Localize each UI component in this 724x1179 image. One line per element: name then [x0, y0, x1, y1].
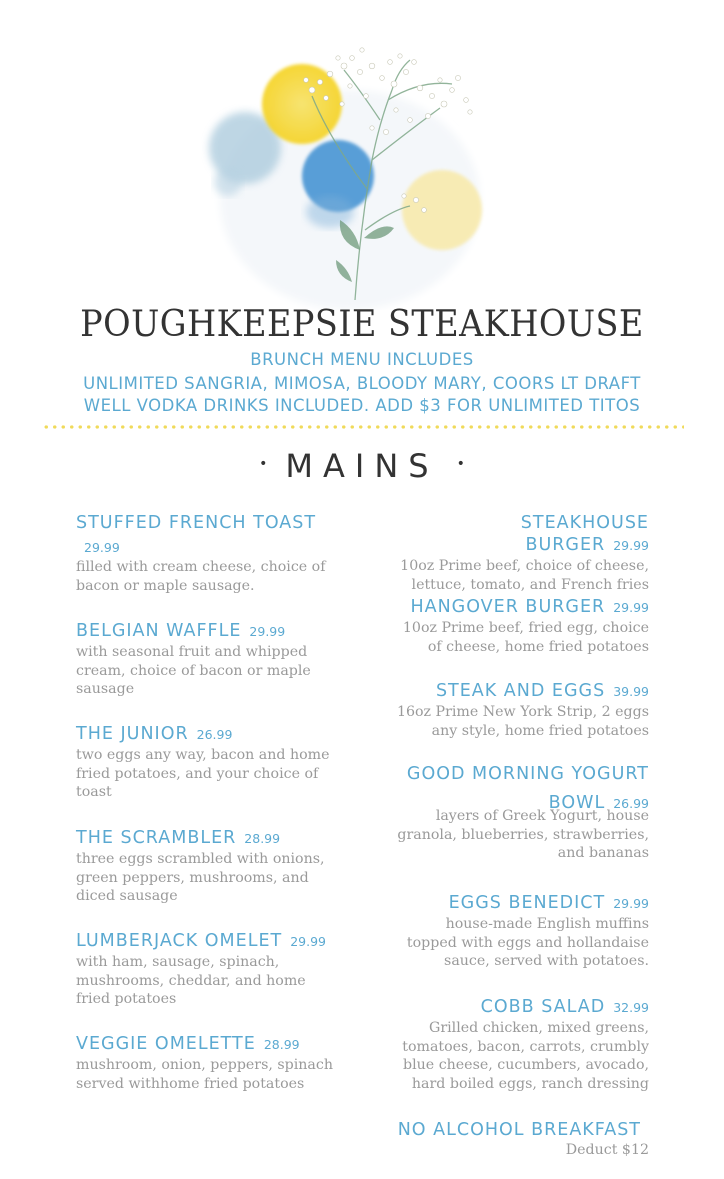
item-name-line	[76, 620, 334, 643]
item-price: 29.99	[290, 934, 327, 949]
bullet-icon: •	[259, 456, 268, 472]
item-price: 26.99	[196, 727, 233, 742]
item-price: 29.99	[613, 538, 649, 553]
item-name: GOOD MORNING YOGURT	[406, 764, 649, 784]
watercolor-flower-illustration	[0, 0, 724, 310]
item-description: 10oz Prime beef, choice of cheese, lettuce, tomato, and French fries	[400, 558, 649, 593]
section-title: MAINS	[285, 447, 439, 485]
menu-item	[396, 763, 649, 863]
item-price: 29.99	[249, 624, 286, 639]
item-name-line	[396, 512, 649, 557]
item-name-line	[396, 996, 649, 1019]
item-name: COBB SALAD	[480, 997, 606, 1017]
item-name-line	[396, 680, 649, 703]
item-name: THE SCRAMBLER	[76, 828, 237, 848]
menu-item	[76, 1033, 334, 1093]
item-name: STUFFED FRENCH TOAST	[76, 513, 317, 533]
tagline-vodka: WELL VODKA DRINKS INCLUDED. ADD $3 FOR UNLIMITED TITOS	[83, 396, 641, 415]
item-description: layers of Greek Yogurt, house granola, blueberries, strawberries, and bananas	[397, 808, 649, 861]
item-name: STEAK AND EGGS	[435, 681, 606, 701]
item-name: NO ALCOHOL BREAKFAST	[397, 1120, 641, 1140]
item-name: BELGIAN WAFFLE	[76, 621, 242, 641]
item-description: with seasonal fruit and whipped cream, choice of bacon or maple sausage	[76, 644, 311, 697]
menu-item	[396, 680, 649, 740]
item-description: three eggs scrambled with onions, green peppers, mushrooms, and diced sausage	[76, 851, 325, 904]
tagline-brunch: BRUNCH MENU INCLUDES	[250, 350, 474, 369]
item-name-line	[76, 723, 334, 746]
item-description: 16oz Prime New York Strip, 2 eggs any style, home fried potatoes	[396, 704, 649, 739]
menu-item	[76, 620, 334, 699]
item-description: mushroom, onion, peppers, spinach served withhome fried potatoes	[76, 1057, 333, 1092]
tagline-drinks: UNLIMITED SANGRIA, MIMOSA, BLOODY MARY, COORS LT DRAFT	[83, 374, 641, 393]
item-description: 10oz Prime beef, fried egg, choice of cheese, home fried potatoes	[402, 620, 649, 655]
item-price: 29.99	[613, 600, 649, 615]
item-price: 32.99	[613, 1000, 649, 1015]
page-title: POUGHKEEPSIE STEAKHOUSE	[80, 304, 644, 345]
item-name: LUMBERJACK OMELET	[76, 931, 283, 951]
menu-item	[76, 723, 334, 802]
item-name-line	[76, 827, 334, 850]
item-price: 39.99	[613, 684, 649, 699]
item-name-line	[396, 596, 649, 619]
menu-item	[396, 1119, 649, 1160]
item-name: HANGOVER BURGER	[410, 597, 606, 617]
item-price: 29.99	[84, 540, 120, 555]
item-name-line	[76, 930, 334, 953]
item-description: Grilled chicken, mixed greens, tomatoes, bacon, carrots, crumbly blue cheese, cucumbers, avocado, hard boiled eggs, ranch dressing	[402, 1020, 649, 1092]
item-price: 26.99	[613, 796, 649, 811]
item-name: THE JUNIOR	[76, 724, 189, 744]
item-name-line	[396, 892, 649, 915]
menu-item	[396, 512, 649, 594]
menu-item	[76, 512, 334, 595]
item-price: 29.99	[613, 896, 649, 911]
bullet-icon: •	[456, 456, 465, 472]
item-name: BOWL	[548, 793, 606, 813]
item-description: with ham, sausage, spinach, mushrooms, cheddar, and home fried potatoes	[76, 954, 306, 1007]
item-description: house-made English muffins topped with eggs and hollandaise sauce, served with potatoes.	[406, 916, 649, 969]
item-description: filled with cream cheese, choice of bacon or maple sausage.	[76, 559, 326, 594]
item-description: two eggs any way, bacon and home fried potatoes, and your choice of toast	[76, 747, 330, 800]
item-name: EGGS BENEDICT	[448, 893, 606, 913]
item-name-line	[76, 1033, 334, 1056]
item-description: Deduct $12	[565, 1142, 649, 1158]
item-price: 28.99	[263, 1037, 300, 1052]
item-name: STEAKHOUSE BURGER	[520, 513, 649, 555]
menu-item	[396, 596, 649, 656]
menu-item	[76, 827, 334, 906]
item-price: 28.99	[244, 831, 281, 846]
item-name: VEGGIE OMELETTE	[76, 1034, 256, 1054]
section-heading	[0, 447, 724, 485]
menu-item	[396, 996, 649, 1093]
dotted-divider	[42, 424, 684, 430]
menu-item	[76, 930, 334, 1009]
menu-item	[396, 892, 649, 971]
